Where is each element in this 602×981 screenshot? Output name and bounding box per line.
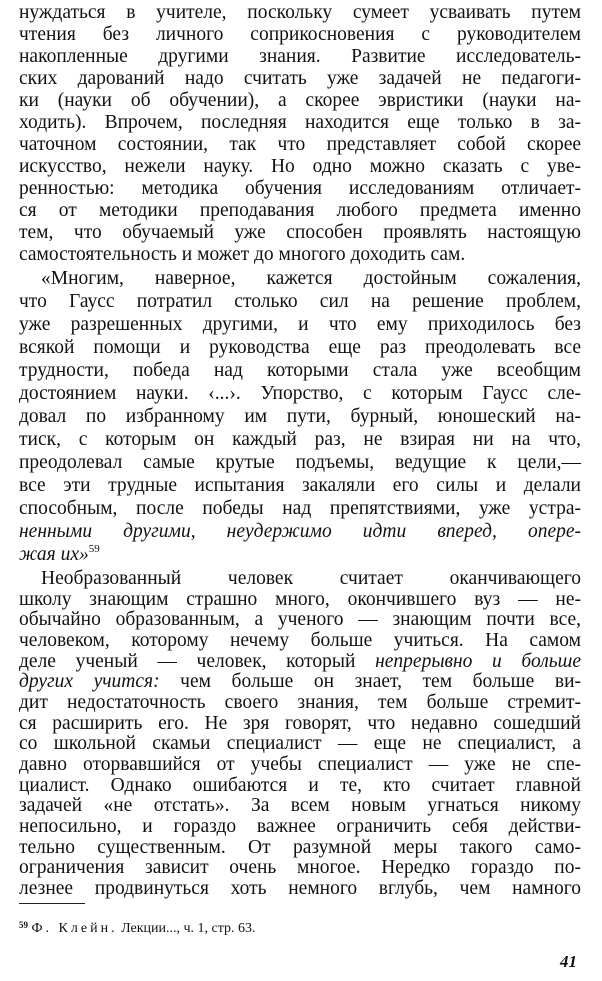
text-line [19, 651, 581, 673]
text-line: задачей «не отстать». За всем новым угнаться никому [19, 795, 581, 816]
text-line: со школьной скамьи специалист — еще не специалист, а [19, 733, 581, 754]
text-segment: деле ученый — человек, который [19, 651, 376, 672]
footnote-author: Ф. Клейн. [31, 921, 118, 936]
text-line: ских дарований надо считать уже задачей не педагоги- [19, 68, 581, 89]
text-line: непосильно, и гораздо важнее ограничить себя действи- [19, 816, 581, 837]
text-line: дит недостаточность своего знания, тем больше стремит- [19, 692, 581, 713]
text-line: достоянием науки. ‹...›. Упорство, с которым Гаусс сле- [19, 383, 581, 404]
emphasis-italic: непрерывно и больше [375, 651, 581, 672]
text-segment: чем больше он знает, тем больше ви- [159, 671, 582, 692]
text-line: тельно существенным. От разумной меры такого само- [19, 837, 581, 858]
quote-end-italic: жая их» [19, 544, 89, 565]
footnote-ref[interactable]: 59 [88, 543, 100, 555]
text-line: Необразованный человек считает оканчивающего [41, 568, 581, 589]
text-line: давно оторвавшийся от учебы специалист — уже не спе- [19, 754, 581, 775]
text-line: тиск, с которым он каждый раз, не взирая ни на что, [19, 429, 581, 450]
text-line: ограничения зависит очень многое. Нередко гораздо по- [19, 857, 581, 878]
text-line: способным, после победы над препятствиями, уже устра- [19, 498, 581, 519]
text-line: искусство, нежели науку. Но одно можно сказать с уве- [19, 156, 581, 177]
emphasis-italic: других учится: [19, 671, 160, 692]
text-line [19, 544, 581, 566]
text-line: нуждаться в учителе, поскольку сумеет усваивать путем [19, 2, 581, 23]
text-line: чтения без личного соприкосновения с руководителем [19, 24, 581, 45]
text-line: обычайно образованным, а ученого — знающим почти все, [19, 609, 581, 630]
text-line: тем, что обучаемый уже способен проявлять настоящую [19, 222, 581, 243]
text-line: «Многим, наверное, кажется достойным сожаления, [41, 268, 581, 289]
text-line: школу знающим страшно много, окончившего вуз — не- [19, 589, 581, 610]
text-line: самостоятельность и может до многого доходить сам. [19, 244, 466, 265]
text-line: ся от методики преподавания любого предмета именно [19, 200, 581, 221]
text-line: чаточном состоянии, так что представляет собой скорее [19, 134, 581, 155]
footnote-number: 59 [19, 920, 28, 930]
text-line-italic: ненными другими, неудержимо идти вперед, опере- [19, 521, 581, 542]
text-line: уже разрешенных другими, и что ему приходилось без [19, 314, 581, 335]
footnote [19, 916, 256, 938]
text-line: ренностью: методика обучения исследованиям отличает- [19, 178, 581, 199]
text-line: трудности, победа над которыми стала уже всеобщим [19, 360, 581, 381]
text-line: ся расширить его. Не зря говорят, что недавно сошедший [19, 713, 581, 734]
text-line: человеком, которому нечему больше учиться. На самом [19, 630, 581, 651]
text-line: ки (науки об обучении), а скорее эвристики (науки на- [19, 90, 581, 111]
text-line: ходить). Впрочем, последняя находится еще только в за- [19, 112, 581, 133]
text-line: всякой помощи и руководства еще раз преодолевать все [19, 337, 581, 358]
page-number: 41 [560, 952, 577, 971]
text-line: все эти трудные испытания закаляли его силы и делали [19, 475, 581, 496]
text-line: накопленные другими знания. Развитие исследователь- [19, 46, 581, 67]
text-line: преодолевал самые крутые подъемы, ведущие к цели,— [19, 452, 581, 473]
text-line: лезнее продвинуться хоть немного вглубь, чем намного [19, 878, 581, 899]
text-line: довал по избранному им пути, бурный, юношеский на- [19, 406, 581, 427]
text-line [19, 671, 581, 693]
text-line: что Гаусс потратил столько сил на решение проблем, [19, 291, 581, 312]
text-line: циалист. Однако ошибаются и те, кто считает главной [19, 775, 581, 796]
footnote-divider [19, 903, 85, 904]
footnote-text: Лекции..., ч. 1, стр. 63. [117, 921, 256, 936]
